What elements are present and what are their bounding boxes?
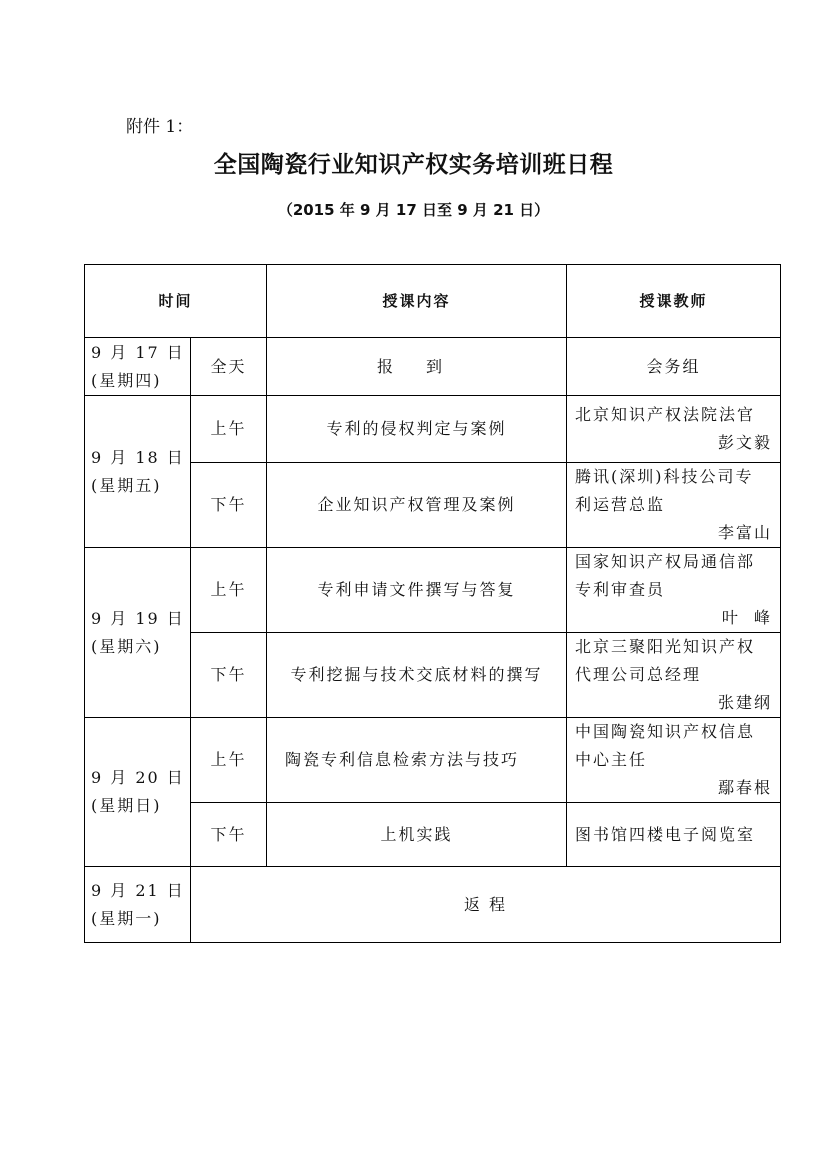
date: 9 月 17 日: [91, 342, 185, 362]
weekday: (星期四): [91, 370, 162, 390]
schedule-table: [84, 264, 781, 943]
teacher-cell: [567, 463, 781, 548]
teacher-title: 国家知识产权局通信部: [575, 552, 756, 571]
period-cell: 下午: [191, 633, 267, 718]
teacher-name: 叶 峰: [721, 608, 773, 627]
content-cell: 专利挖掘与技术交底材料的撰写: [267, 633, 567, 718]
table-row: [85, 338, 781, 396]
date: 9 月 18 日: [91, 447, 185, 467]
date-cell: [85, 867, 191, 943]
content-text: 报 到: [376, 356, 457, 376]
teacher-name: 鄢春根: [718, 778, 773, 797]
teacher-cell: 会务组: [567, 338, 781, 396]
page-subtitle: （2015 年 9 月 17 日至 9 月 21 日）: [277, 201, 550, 219]
content-cell: [267, 338, 567, 396]
header-time: 时间: [85, 265, 267, 338]
date: 9 月 21 日: [91, 880, 185, 900]
content-cell: 返 程: [191, 867, 781, 943]
content-cell: 上机实践: [267, 803, 567, 867]
teacher-title: 代理公司总经理: [575, 665, 702, 684]
teacher-cell: [567, 396, 781, 463]
date: 9 月 19 日: [91, 608, 185, 628]
teacher-cell: [567, 633, 781, 718]
table-row: [85, 718, 781, 803]
teacher-name: 张建纲: [718, 693, 773, 712]
weekday: (星期一): [91, 908, 162, 928]
period-cell: 全天: [191, 338, 267, 396]
period-cell: 下午: [191, 463, 267, 548]
weekday: (星期日): [91, 796, 162, 815]
teacher-title: 中心主任: [575, 750, 648, 769]
teacher-title: 利运营总监: [575, 495, 666, 514]
content-cell: 专利申请文件撰写与答复: [267, 548, 567, 633]
attachment-label: 附件 1：: [126, 117, 194, 137]
table-row: [85, 548, 781, 633]
table-row: [85, 867, 781, 943]
period-cell: 上午: [191, 718, 267, 803]
page-title: 全国陶瓷行业知识产权实务培训班日程: [213, 152, 614, 178]
date: 9 月 20 日: [91, 768, 185, 787]
teacher-title: 腾讯(深圳)科技公司专: [575, 467, 754, 486]
period-cell: 上午: [191, 548, 267, 633]
table-header-row: [85, 265, 781, 338]
content-cell: 专利的侵权判定与案例: [267, 396, 567, 463]
weekday: (星期五): [91, 475, 162, 495]
header-teacher: 授课教师: [567, 265, 781, 338]
teacher-title: 中国陶瓷知识产权信息: [575, 722, 756, 741]
teacher-title: 北京知识产权法院法官: [575, 405, 756, 424]
teacher-name: 彭文毅: [718, 433, 773, 452]
date-cell: [85, 718, 191, 867]
teacher-cell: 图书馆四楼电子阅览室: [567, 803, 781, 867]
teacher-title: 专利审查员: [575, 580, 666, 599]
content-cell: 企业知识产权管理及案例: [267, 463, 567, 548]
table-row: [85, 396, 781, 463]
date-cell: [85, 338, 191, 396]
header-content: 授课内容: [267, 265, 567, 338]
teacher-title: 北京三聚阳光知识产权: [575, 637, 756, 656]
teacher-cell: [567, 718, 781, 803]
weekday: (星期六): [91, 636, 162, 656]
date-cell: [85, 548, 191, 718]
teacher-name: 李富山: [718, 523, 773, 542]
teacher-cell: [567, 548, 781, 633]
date-cell: [85, 396, 191, 548]
content-cell: 陶瓷专利信息检索方法与技巧: [267, 718, 567, 803]
period-cell: 下午: [191, 803, 267, 867]
period-cell: 上午: [191, 396, 267, 463]
